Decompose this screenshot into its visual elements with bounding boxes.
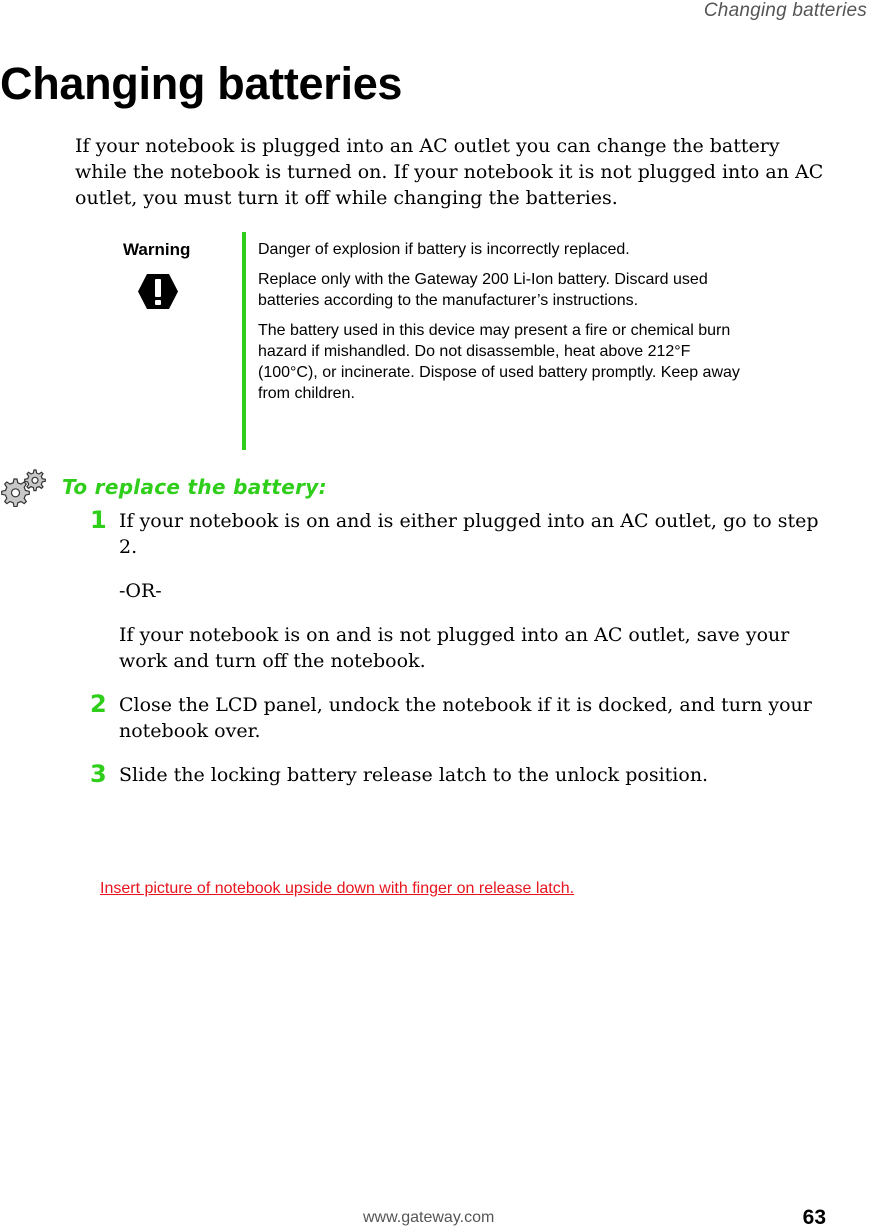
step-number: 3 (90, 760, 107, 788)
step-paragraph: -OR- (119, 580, 162, 602)
step-2 (90, 692, 825, 744)
intro-paragraph: If your notebook is plugged into an AC outlet you can change the battery while the notebook is turned on. If your notebook it is not plugged into an AC outlet, you must turn it off while changing the batteries. (75, 135, 824, 209)
step-paragraph: Slide the locking battery release latch to the unlock position. (119, 764, 709, 786)
warning-label: Warning (123, 240, 191, 259)
step-1 (90, 508, 825, 674)
footer-url: www.gateway.com (363, 1209, 495, 1226)
warning-divider (242, 232, 246, 450)
page-title: Changing batteries (0, 58, 403, 109)
step-number: 1 (90, 506, 107, 534)
page-number: 63 (802, 1206, 826, 1229)
gears-icon (0, 467, 50, 507)
step-paragraph: Close the LCD panel, undock the notebook if it is docked, and turn your notebook over. (119, 694, 812, 742)
step-paragraph: If your notebook is on and is either plugged into an AC outlet, go to step 2. (119, 510, 819, 558)
running-head: Changing batteries (703, 0, 867, 21)
step-paragraph: If your notebook is on and is not plugged into an AC outlet, save your work and turn off the notebook. (119, 624, 790, 672)
image-placeholder-note: Insert picture of notebook upside down with finger on release latch. (100, 880, 575, 897)
procedure-heading: To replace the battery: (62, 475, 327, 499)
warning-line: Danger of explosion if battery is incorrectly replaced. (258, 241, 630, 258)
step-3 (90, 762, 825, 788)
steps-list (90, 508, 825, 806)
warning-text (258, 239, 748, 413)
warning-line: Replace only with the Gateway 200 Li-Ion battery. Discard used batteries according to the manufacturer’s instructions. (258, 271, 708, 309)
warning-line: The battery used in this device may present a fire or chemical burn hazard if mishandled. Do not disassemble, heat above 212°F (100°C), or incinerate. Dispose of used battery promptly. Keep away from children. (258, 322, 740, 402)
step-number: 2 (90, 690, 107, 718)
warning-icon (137, 273, 179, 310)
